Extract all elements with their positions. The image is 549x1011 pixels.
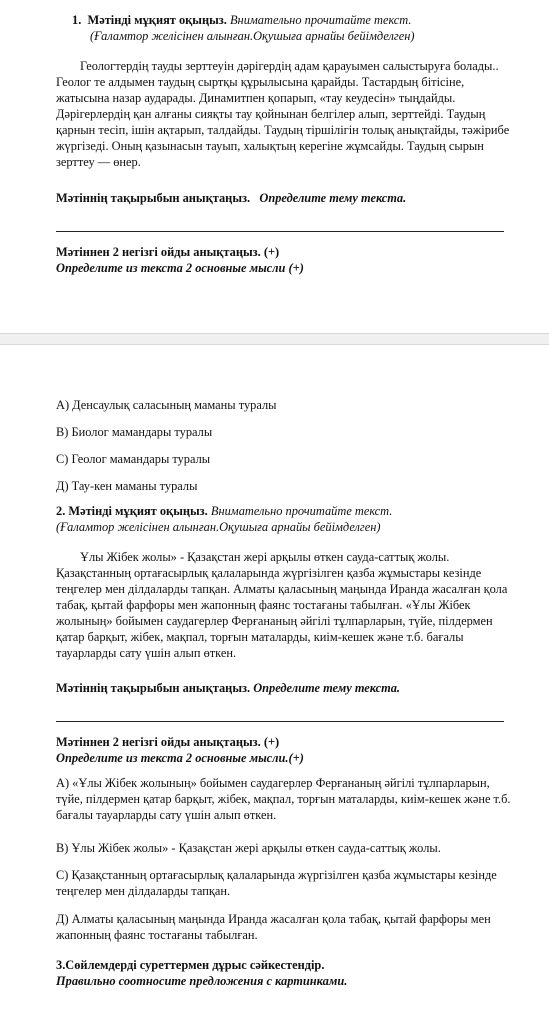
task1-option-b: В) Биолог мамандары туралы: [56, 425, 213, 439]
task1-title-ru: Внимательно прочитайте текст.: [229, 13, 412, 27]
task1-text: [56, 58, 516, 170]
task2-paragraph: Ұлы Жібек жолы» - Қазақстан жері арқылы өткен сауда-саттық жолы. Қазақстанның ортағасырлық қалаларында жүргізілген қазба жұмыстары кезінде теңгелер мен ділдаларды тапқан. Алматы қаласының маңында Иранда жасалған қола табақ, қытай фарфоры мен жапонның фаянс тостағаны табылған. «Ұлы Жібек жолының» бойымен саудагерлер Ферғананың әйгілі тұлпарларын, түйе, пілдермен қатар барқыт, жібек, мақпал, торғын маталарды, киім-кешек және т.б. бағалы тауарларды сату үшін алып өткен.: [56, 550, 508, 660]
task1-option-c: С) Геолог мамандары туралы: [56, 452, 211, 466]
task1-theme-prompt: [56, 190, 516, 206]
task3-title-kk: 3.Сөйлемдерді суреттермен дұрыс сәйкестендір.: [56, 958, 325, 972]
task2-theme-prompt: [56, 680, 516, 696]
page-break: [0, 333, 549, 345]
task1-ideas-kk: Мәтіннен 2 негізгі ойды анықтаңыз. (+): [56, 245, 280, 259]
task1-option-a: А) Денсаулық саласының маманы туралы: [56, 398, 277, 412]
task2-option-d: Д) Алматы қаласының маңында Иранда жасалған қола табақ, қытай фарфоры мен жапонның фаянс тостағаны табылған.: [56, 912, 491, 942]
task2-option-a: А) «Ұлы Жібек жолының» бойымен саудагерлер Ферғананың әйгілі тұлпарларын, түйе, пілдермен қатар барқыт, жібек, мақпал, торғын маталарды, киім-кешек және т.б. бағалы тауарларды сату үшін алып өткен.: [56, 776, 511, 822]
task2-title-kk: 2. Мәтінді мұқият оқыңыз.: [56, 504, 208, 518]
task1-answer-line: [56, 231, 504, 232]
task1-ideas-prompt: [56, 244, 516, 276]
task1-theme-kk: Мәтіннің тақырыбын анықтаңыз.: [56, 191, 251, 205]
task2-answer-line: [56, 721, 504, 722]
task1-ideas-ru: Определите из текста 2 основные мысли (+): [56, 261, 304, 275]
document-page-1: [0, 0, 549, 333]
task1-heading: [72, 12, 512, 44]
task2-title-ru: Внимательно прочитайте текст.: [210, 504, 393, 518]
document-page-2: [0, 345, 549, 1011]
task3-title-ru: Правильно соотносите предложения с картинками.: [56, 974, 348, 988]
task1-title-kk: Мәтінді мұқият оқыңыз.: [87, 13, 227, 27]
task2-option-b: В) Ұлы Жібек жолы» - Қазақстан жері арқылы өткен сауда-саттық жолы.: [56, 841, 441, 855]
task2-ideas-ru: Определите из текста 2 основные мысли.(+): [56, 751, 304, 765]
task1-adapted-note: (Ғаламтор желісінен алынған.Оқушыға арнайы бейімделген): [90, 29, 415, 43]
task1-paragraph: Геологтердің тауды зерттеуін дәрігердің адам қарауымен салыстыруға болады.. Геолог те алдымен таудың сыртқы құрылысына қарайды. Тастардың бітісіне, жатысына назар аударады. Динамитпен қопарып, «тау кеудесін» тыңдайды. Дәрігерлердің қан алғаны сияқты тау қойнынан белгілер алып, зерттейді. Таудың қарнын тесіп, ішін ақтарып, талдайды. Таудың тіршілігін толық анықтайды, тәжірибе жүргізеді. Оның қазынасын тауып, халықтың керегіне жұмсайды. Таудың сырын зерттеу — өнер.: [56, 59, 510, 169]
task2-option-c: С) Қазақстанның ортағасырлық қалаларында жүргізілген қазба жұмыстары кезінде теңгелер мен ділдаларды тапқан.: [56, 868, 497, 898]
task2-theme-kk: Мәтіннің тақырыбын анықтаңыз.: [56, 681, 251, 695]
task2-adapted-note: (Ғаламтор желісінен алынған.Оқушыға арнайы бейімделген): [56, 520, 381, 534]
task2-heading: [56, 503, 516, 535]
task2-theme-ru: Определите тему текста.: [253, 681, 401, 695]
task3-heading: [56, 957, 516, 989]
task2-text: [56, 549, 516, 661]
task1-option-d: Д) Тау-кен маманы туралы: [56, 479, 198, 493]
task1-number: 1.: [72, 13, 82, 27]
task2-ideas-kk: Мәтіннен 2 негізгі ойды анықтаңыз. (+): [56, 735, 280, 749]
task2-ideas-prompt: [56, 734, 516, 766]
task1-theme-ru: Определите тему текста.: [259, 191, 407, 205]
